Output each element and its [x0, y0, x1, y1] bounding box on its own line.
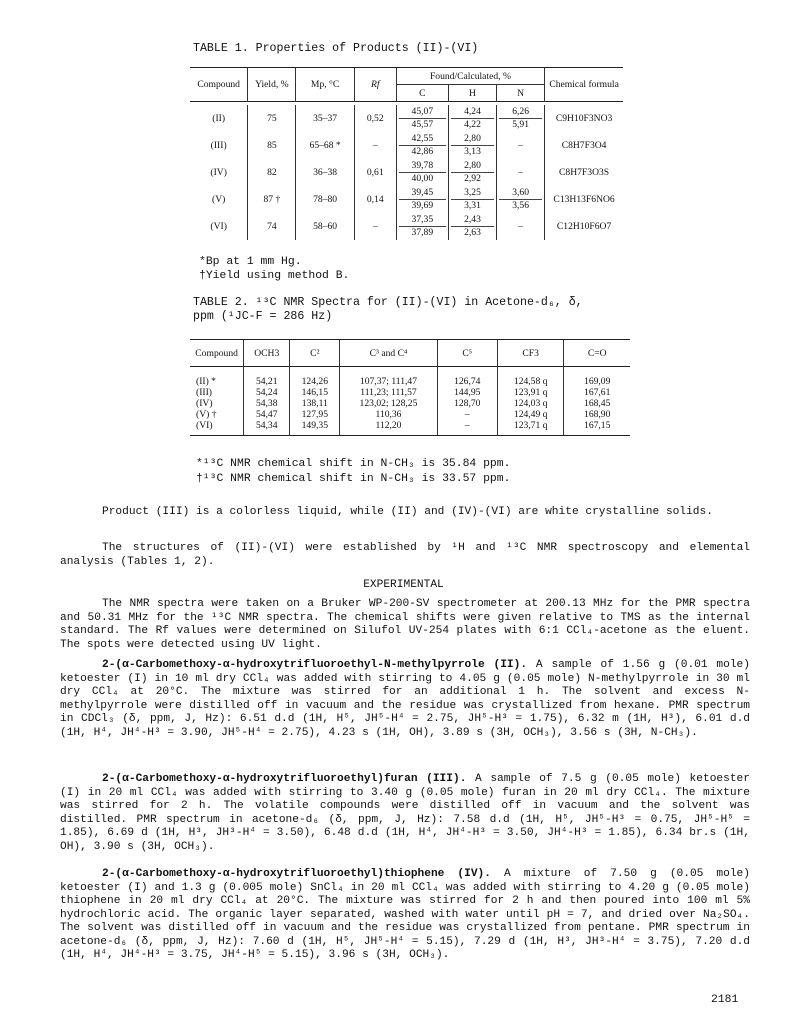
t1-h-found: 2,80 — [451, 133, 494, 146]
t2-co: 169,09 167,61 168,45 168,90 167,15 — [564, 367, 630, 436]
t1-rf: 0,14 — [354, 186, 396, 213]
t1-yield: 87 † — [248, 186, 296, 213]
t1-header-compound: Compound — [190, 68, 248, 102]
t2-header-co: C=O — [564, 340, 630, 367]
t1-c-found: 37,35 — [399, 214, 446, 227]
t1-yield: 85 — [248, 132, 296, 159]
t1-header-found: Found/Calculated, % — [396, 68, 544, 85]
table1-footnote-2: †Yield using method B. — [199, 270, 350, 282]
t1-header-c: C — [396, 85, 448, 102]
t1-compound: (V) — [212, 194, 226, 205]
t1-rf: 0,52 — [354, 105, 396, 132]
t1-h-found: 2,43 — [451, 214, 494, 227]
t1-yield: 75 — [248, 105, 296, 132]
t1-h-found: 2,80 — [451, 160, 494, 173]
t1-h-found: 4,24 — [451, 106, 494, 119]
t1-formula: C13H13F6NO6 — [545, 186, 623, 213]
compound-ii-text: A sample of 1.56 g (0.01 mole) ketoester (I) in 10 ml dry CCl₄ was added with stirring to 4.05 g (0.05 mole) N-methylpyrrole in 30 ml dry CCl₄ at 20°C. The mixture was stirred for an additional 1 h. The solvent and excess N-methylpyrrole were distilled off in vacuum and the residue was crystallized from hexane. PMR spectrum in CDCl₃ (δ, ppm, J, Hz): 6.51 d.d (1H, H⁵, JH⁵-H⁴ = 2.75, JH⁵-H³ = 1.75), 6.32 m (1H, H³), 6.01 d.d (1H, H⁴, JH⁴-H³ = 3.90, JH⁵-H⁴ = 2.75), 4.23 s (1H, OH), 3.89 s (3H, OCH₃), 3.56 s (3H, N-CH₃). — [60, 659, 750, 739]
t1-mp: 78–80 — [296, 186, 354, 213]
t1-n-calc: 3,56 — [512, 200, 530, 211]
table1-footnote-1: *Bp at 1 mm Hg. — [199, 256, 302, 268]
paragraph-compound-iv — [60, 868, 750, 963]
t2-header-compound: Compound — [190, 340, 244, 367]
t1-c-found: 45,07 — [399, 106, 446, 119]
table1-caption: TABLE 1. Properties of Products (II)-(VI) — [193, 42, 479, 55]
t1-formula: C8H7F3O3S — [545, 159, 623, 186]
t1-mp: 36–38 — [296, 159, 354, 186]
t1-c-calc: 45,57 — [411, 119, 434, 130]
paragraph-compound-ii — [60, 659, 750, 740]
compound-iv-title: 2-(α-Carbomethoxy-α-hydroxytrifluoroethyl)thiophene (IV). — [102, 868, 491, 880]
t2-compounds: (II) * (III) (IV) (V) † (VI) — [190, 367, 244, 436]
t1-yield: 74 — [248, 213, 296, 240]
t1-c-calc: 37,89 — [411, 227, 434, 238]
t2-header-c5: C⁵ — [437, 340, 497, 367]
t1-compound: (IV) — [210, 167, 227, 178]
t1-header-n: N — [497, 85, 545, 102]
paragraph-nmr-conditions — [60, 598, 750, 652]
t1-c-found: 39,78 — [399, 160, 446, 173]
t2-och3: 54,21 54,24 54,38 54,47 54,34 — [244, 367, 290, 436]
paragraph-text: Product (III) is a colorless liquid, while (II) and (IV)-(VI) are white crystalline solids. — [102, 506, 713, 518]
paragraph-product-description — [60, 506, 750, 520]
t1-formula: C8H7F3O4 — [545, 132, 623, 159]
t1-header-h: H — [448, 85, 496, 102]
table2-footnote-1: *¹³C NMR chemical shift in N-CH₃ is 35.84 ppm. — [196, 458, 511, 470]
t2-header-c34: C³ and C⁴ — [340, 340, 437, 367]
table-row — [190, 105, 623, 132]
section-heading-experimental: EXPERIMENTAL — [363, 579, 444, 591]
t1-formula: C12H10F6O7 — [545, 213, 623, 240]
t1-c-found: 42,55 — [399, 133, 446, 146]
t1-rf: 0,61 — [354, 159, 396, 186]
t1-mp: 58–60 — [296, 213, 354, 240]
paragraph-text: The NMR spectra were taken on a Bruker WP-200-SV spectrometer at 200.13 MHz for the PMR spectra and 50.31 MHz for the ¹³C NMR spectra. The chemical shifts were given relative to TMS as the internal standard. The Rf values were determined on Silufol UV-254 plates with 6:1 CCl₄-acetone as the eluent. The spots were detected using UV light. — [60, 598, 750, 651]
t1-yield: 82 — [248, 159, 296, 186]
table-row — [190, 186, 623, 213]
t2-header-c2: C² — [290, 340, 340, 367]
t2-header-och3: OCH3 — [244, 340, 290, 367]
t1-header-yield: Yield, % — [248, 68, 296, 102]
t1-header-rf: Rf — [354, 68, 396, 102]
table-row — [190, 132, 623, 159]
compound-ii-title: 2-(α-Carbomethoxy-α-hydroxytrifluoroethyl-N-methylpyrrole (II). — [102, 659, 528, 671]
t2-c2: 124,26 146,15 138,11 127,95 149,35 — [290, 367, 340, 436]
t1-h-calc: 3,31 — [464, 200, 481, 211]
t1-n-calc: 5,91 — [512, 119, 530, 130]
t1-c-calc: 40,00 — [411, 173, 434, 184]
compound-iv-text: A mixture of 7.50 g (0.05 mole) ketoester (I) and 1.3 g (0.005 mole) SnCl₄ in 20 ml CCl₄ was added with stirring to 4.20 g (0.05 mole) thiophene in 20 ml dry CCl₄ at 20°C. The mixture was stirred for 2 h and then poured into 100 ml 5% hydrochloric acid. The organic layer separated, washed with water until pH = 7, and dried over Na₂SO₄. The solvent was distilled off in vacuum and the residue was crystallized from pentane. PMR spectrum in acetone-d₆ (δ, ppm, J, Hz): 7.60 d (1H, H⁵, JH⁵-H⁴ = 5.15), 7.29 d (1H, H³, JH³-H⁴ = 3.75), 7.20 d.d (1H, H⁴, JH⁴-H³ = 3.75, JH⁴-H⁵ = 5.15), 3.96 s (3H, OCH₃). — [60, 868, 750, 961]
paragraph-structures — [60, 542, 750, 569]
t1-compound: (III) — [210, 140, 227, 151]
compound-iii-title: 2-(α-Carbomethoxy-α-hydroxytrifluoroethyl)furan (III). — [102, 773, 467, 785]
t2-c5: 126,74 144,95 128,70 – – — [437, 367, 497, 436]
table1 — [190, 67, 623, 240]
t1-formula: C9H10F3NO3 — [545, 105, 623, 132]
t1-c-found: 39,45 — [399, 187, 446, 200]
compound-iii-text: A sample of 7.5 g (0.05 mole) ketoester (I) in 20 ml CCl₄ was added with stirring to 3.40 g (0.05 mole) furan in 20 ml dry CCl₄. The mixture was stirred for 2 h. The volatile compounds were distilled off in vacuum and the solvent was distilled. PMR spectrum in acetone-d₆ (δ, ppm, J, Hz): 7.58 d.d (1H, H⁵, JH⁵-H³ = 0.75, JH⁵-H⁵ = 1.85), 6.69 d (1H, H³, JH³-H⁴ = 3.50), 6.48 d.d (1H, H⁴, JH⁴-H³ = 3.50, JH⁴-H³ = 1.85), 6.34 br.s (1H, OH), 3.90 s (3H, OCH₃). — [60, 773, 750, 853]
table-row — [190, 367, 630, 436]
t1-header-mp: Mp, °C — [296, 68, 354, 102]
table-row — [190, 213, 623, 240]
t1-h-calc: 2,63 — [464, 227, 481, 238]
t1-n-found: – — [518, 220, 524, 232]
table2 — [190, 339, 630, 436]
t1-header-formula: Chemical formula — [545, 68, 623, 102]
t1-n-found: – — [518, 166, 524, 178]
t2-header-cf3: CF3 — [497, 340, 564, 367]
t1-h-calc: 3,13 — [464, 146, 481, 157]
paragraph-text: The structures of (II)-(VI) were established by ¹H and ¹³C NMR spectroscopy and elemental analysis (Tables 1, 2). — [60, 542, 750, 568]
t1-h-calc: 4,22 — [464, 119, 481, 130]
page-number: 2181 — [711, 994, 739, 1006]
t1-c-calc: 39,69 — [411, 200, 434, 211]
t1-mp: 35–37 — [296, 105, 354, 132]
table2-caption-line2: ppm (¹JC-F = 286 Hz) — [193, 310, 333, 323]
t1-c-calc: 42,86 — [411, 146, 434, 157]
t1-n-found: 3,60 — [499, 187, 542, 200]
t1-n-found: – — [518, 139, 524, 151]
t1-n-found: 6,26 — [499, 106, 542, 119]
t1-rf: – — [354, 132, 396, 159]
t1-compound: (II) — [212, 113, 226, 124]
t1-rf: – — [354, 213, 396, 240]
t1-compound: (VI) — [210, 221, 227, 232]
table2-footnote-2: †¹³C NMR chemical shift in N-CH₃ is 33.57 ppm. — [196, 473, 511, 485]
table-row — [190, 159, 623, 186]
t2-cf3: 124,58 q 123,91 q 124,03 q 124,49 q 123,71 q — [497, 367, 564, 436]
t2-c34: 107,37; 111,47 111,23; 111,57 123,02; 128,25 110,36 112,20 — [340, 367, 437, 436]
paragraph-compound-iii — [60, 773, 750, 854]
t1-h-found: 3,25 — [451, 187, 494, 200]
table2-caption-line1: TABLE 2. ¹³C NMR Spectra for (II)-(VI) in Acetone-d₆, δ, — [193, 296, 583, 309]
t1-h-calc: 2,92 — [464, 173, 481, 184]
t1-mp: 65–68 * — [296, 132, 354, 159]
